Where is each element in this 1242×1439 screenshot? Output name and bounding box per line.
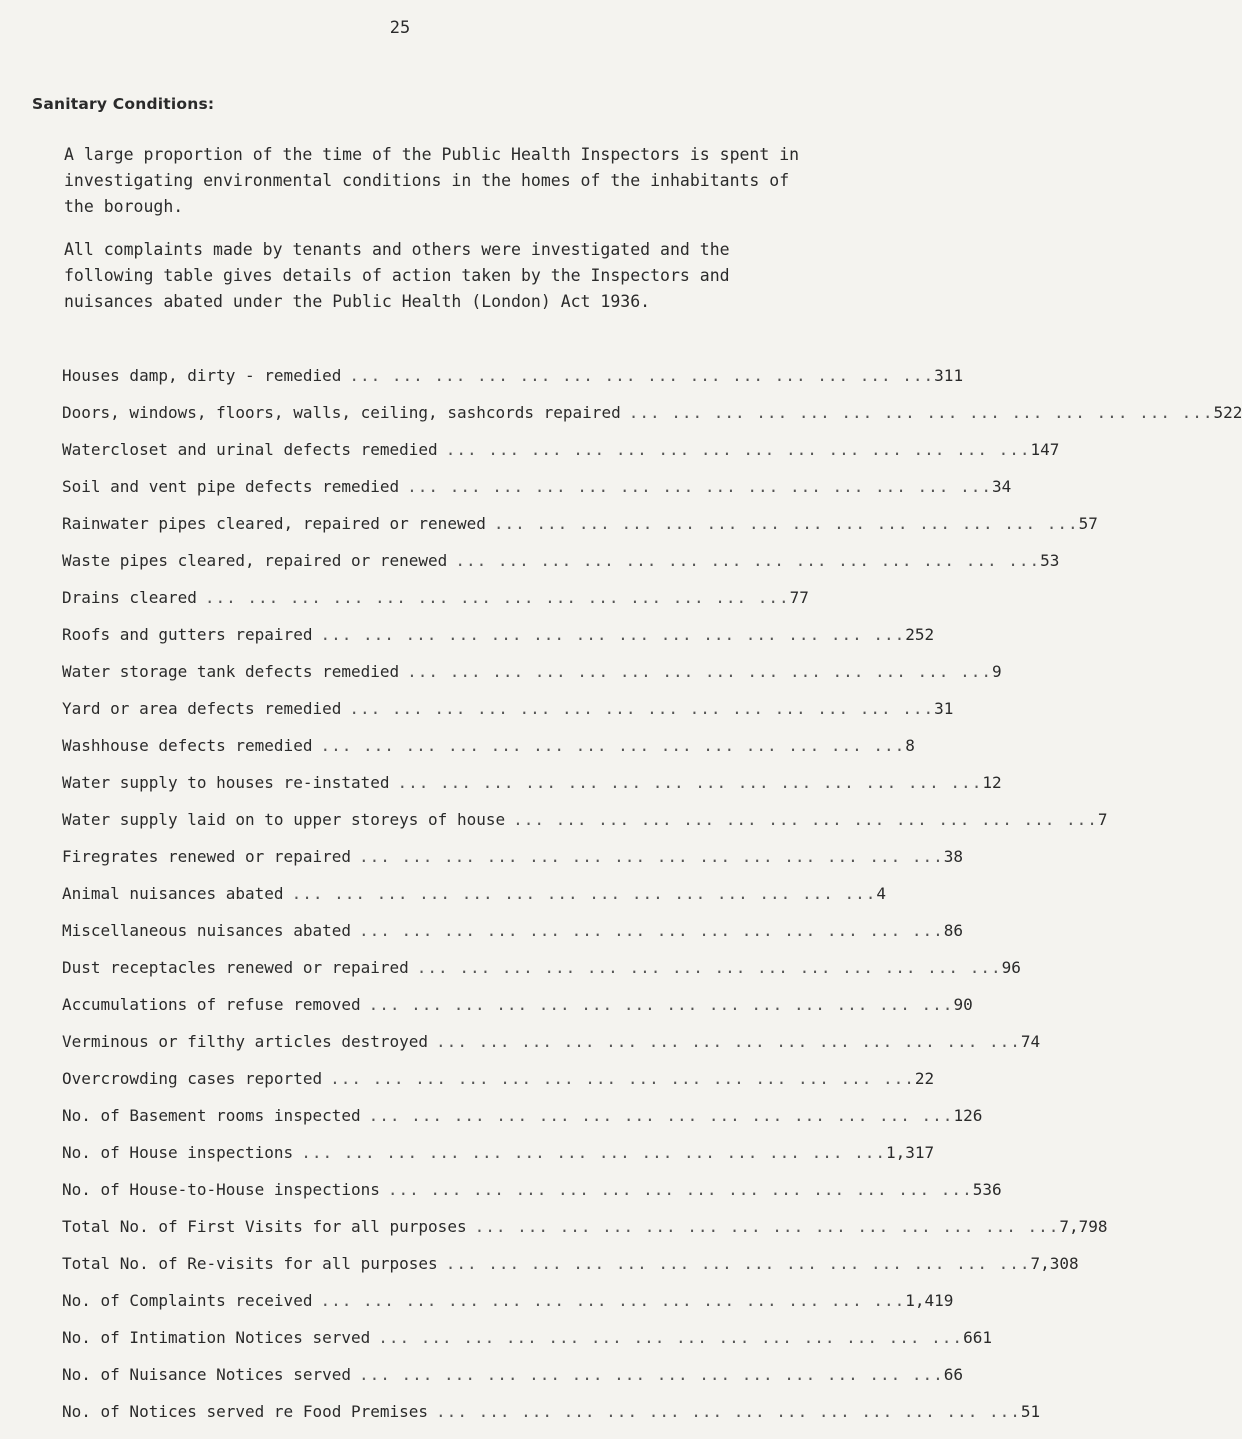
row-value: 77 (789, 588, 809, 607)
table-row (62, 1291, 954, 1328)
table-row (62, 403, 1242, 440)
row-label: Verminous or filthy articles destroyed (62, 1032, 429, 1051)
row-value: 8 (905, 736, 915, 755)
row-value: 7 (1097, 810, 1108, 829)
table-row (62, 773, 1002, 810)
row-value: 7,798 (1059, 1217, 1108, 1236)
row-label: No. of Intimation Notices served (62, 1328, 371, 1347)
intro-paragraph: A large proportion of the time of the Public Health Inspectors is spent in investigating environmental conditions in the homes of the inhabitants of the borough. (64, 145, 800, 216)
row-label: Firegrates renewed or repaired (62, 847, 351, 866)
table-row (62, 440, 1060, 477)
row-value: 66 (943, 1365, 964, 1384)
row-label: Yard or area defects remedied (62, 699, 342, 718)
leader-dots: ... ... ... ... ... ... ... ... ... ... ... ... ... ... (628, 403, 1214, 422)
table-row (62, 366, 964, 403)
leader-dots: ... ... ... ... ... ... ... ... ... ... ... ... ... ... (407, 477, 992, 496)
table-row (62, 958, 1021, 995)
row-value: 90 (953, 995, 973, 1014)
row-label: No. of House-to-House inspections (62, 1180, 380, 1199)
row-value: 4 (876, 884, 887, 903)
table-row (62, 1254, 1079, 1291)
leader-dots: ... ... ... ... ... ... ... ... ... ... ... ... ... ... (387, 1180, 973, 1199)
row-label: Accumulations of refuse removed (62, 995, 361, 1014)
row-value: 252 (905, 625, 935, 644)
table-row (62, 884, 887, 921)
leader-dots: ... ... ... ... ... ... ... ... ... ... ... ... ... ... (378, 1328, 964, 1347)
row-value: 12 (982, 773, 1002, 792)
table-row (62, 736, 915, 773)
table-row (62, 1217, 1108, 1254)
leader-dots: ... ... ... ... ... ... ... ... ... ... ... ... ... ... (445, 1254, 1031, 1273)
row-value: 96 (1001, 958, 1021, 977)
row-label: Water storage tank defects remedied (62, 662, 400, 681)
row-value: 86 (943, 921, 964, 940)
row-value: 31 (934, 699, 954, 718)
row-label: Total No. of Re-visits for all purposes (62, 1254, 438, 1273)
row-label: Water supply to houses re-instated (62, 773, 390, 792)
leader-dots: ... ... ... ... ... ... ... ... ... ... ... ... ... ... (436, 1402, 1021, 1421)
table-row (62, 514, 1098, 551)
table-row (62, 551, 1060, 588)
table-row (62, 1143, 935, 1180)
leader-dots: ... ... ... ... ... ... ... ... ... ... ... ... ... ... (330, 1069, 915, 1088)
leader-dots: ... ... ... ... ... ... ... ... ... ... ... ... ... ... (358, 847, 944, 866)
table-row (62, 1402, 1041, 1439)
row-label: Animal nuisances abated (62, 884, 284, 903)
row-value: 147 (1030, 440, 1060, 459)
leader-dots: ... ... ... ... ... ... ... ... ... ... ... ... ... ... (416, 958, 1002, 977)
table-row (62, 1365, 964, 1402)
leader-dots: ... ... ... ... ... ... ... ... ... ... ... ... ... ... (358, 1365, 944, 1384)
row-label: Soil and vent pipe defects remedied (62, 477, 400, 496)
table-row (62, 847, 964, 884)
row-value: 53 (1040, 551, 1060, 570)
leader-dots: ... ... ... ... ... ... ... ... ... ... ... ... ... ... (320, 625, 906, 644)
row-value: 311 (934, 366, 964, 385)
leader-dots: ... ... ... ... ... ... ... ... ... ... ... ... ... ... (493, 514, 1079, 533)
row-value: 38 (943, 847, 964, 866)
row-label: Rainwater pipes cleared, repaired or renewed (62, 514, 486, 533)
row-label: Washhouse defects remedied (62, 736, 313, 755)
row-label: No. of Basement rooms inspected (62, 1106, 361, 1125)
row-label: Miscellaneous nuisances abated (62, 921, 351, 940)
row-label: Houses damp, dirty - remedied (62, 366, 342, 385)
leader-dots: ... ... ... ... ... ... ... ... ... ... ... ... ... ... (320, 736, 906, 755)
leader-dots: ... ... ... ... ... ... ... ... ... ... ... ... ... ... (397, 773, 983, 792)
leader-dots: ... ... ... ... ... ... ... ... ... ... ... ... ... ... (358, 921, 944, 940)
row-label: Doors, windows, floors, walls, ceiling, sashcords repaired (62, 403, 621, 422)
row-value: 22 (914, 1069, 935, 1088)
leader-dots: ... ... ... ... ... ... ... ... ... ... ... ... ... ... (445, 440, 1031, 459)
row-value: 1,317 (886, 1143, 935, 1162)
row-value: 74 (1020, 1032, 1041, 1051)
row-label: No. of Notices served re Food Premises (62, 1402, 429, 1421)
row-label: Watercloset and urinal defects remedied (62, 440, 438, 459)
leader-dots: ... ... ... ... ... ... ... ... ... ... ... ... ... ... (349, 699, 935, 718)
table-row (62, 1069, 935, 1106)
table-row (62, 921, 964, 958)
row-label: No. of House inspections (62, 1143, 294, 1162)
row-label: Roofs and gutters repaired (62, 625, 313, 644)
table-row (62, 1032, 1041, 1069)
leader-dots: ... ... ... ... ... ... ... ... ... ... ... ... ... ... (436, 1032, 1021, 1051)
row-value: 522 (1213, 403, 1242, 422)
row-label: Waste pipes cleared, repaired or renewed (62, 551, 448, 570)
leader-dots: ... ... ... ... ... ... ... ... ... ... ... ... ... ... (204, 588, 790, 607)
table-row (62, 810, 1108, 847)
row-value: 9 (991, 662, 1002, 681)
row-label: Total No. of First Visits for all purposes (62, 1217, 467, 1236)
table-row (62, 1106, 983, 1143)
leader-dots: ... ... ... ... ... ... ... ... ... ... ... ... ... ... (291, 884, 877, 903)
leader-dots: ... ... ... ... ... ... ... ... ... ... ... ... ... ... (320, 1291, 906, 1310)
table-row (62, 477, 1012, 514)
table-row (62, 588, 809, 625)
page-number: 25 (389, 18, 411, 38)
row-label: No. of Complaints received (62, 1291, 313, 1310)
row-value: 536 (972, 1180, 1002, 1199)
row-value: 126 (953, 1106, 983, 1125)
section-heading: Sanitary Conditions: (32, 95, 215, 113)
table-row (62, 625, 935, 662)
row-label: Overcrowding cases reported (62, 1069, 323, 1088)
leader-dots: ... ... ... ... ... ... ... ... ... ... ... ... ... ... (368, 995, 954, 1014)
row-value: 661 (963, 1328, 992, 1347)
leader-dots: ... ... ... ... ... ... ... ... ... ... ... ... ... ... (474, 1217, 1060, 1236)
leader-dots: ... ... ... ... ... ... ... ... ... ... ... ... ... ... (349, 366, 935, 385)
row-label: Dust receptacles renewed or repaired (62, 958, 409, 977)
table-row (62, 699, 954, 736)
row-value: 34 (991, 477, 1012, 496)
statistics-table (62, 366, 1242, 1439)
complaints-paragraph: All complaints made by tenants and others were investigated and the following table gives details of action taken by the Inspectors and nuisances abated under the Public Health (London) Act 1936. (64, 240, 730, 311)
leader-dots: ... ... ... ... ... ... ... ... ... ... ... ... ... ... (407, 662, 992, 681)
row-value: 51 (1020, 1402, 1041, 1421)
leader-dots: ... ... ... ... ... ... ... ... ... ... ... ... ... ... (455, 551, 1041, 570)
leader-dots: ... ... ... ... ... ... ... ... ... ... ... ... ... ... (301, 1143, 886, 1162)
leader-dots: ... ... ... ... ... ... ... ... ... ... ... ... ... ... (368, 1106, 954, 1125)
table-row (62, 1180, 1002, 1217)
row-value: 57 (1078, 514, 1098, 533)
row-label: No. of Nuisance Notices served (62, 1365, 351, 1384)
row-value: 7,308 (1030, 1254, 1079, 1273)
table-row (62, 1328, 992, 1365)
row-value: 1,419 (905, 1291, 954, 1310)
row-label: Water supply laid on to upper storeys of house (62, 810, 506, 829)
table-row (62, 662, 1002, 699)
leader-dots: ... ... ... ... ... ... ... ... ... ... ... ... ... ... (513, 810, 1098, 829)
table-row (62, 995, 973, 1032)
row-label: Drains cleared (62, 588, 197, 607)
